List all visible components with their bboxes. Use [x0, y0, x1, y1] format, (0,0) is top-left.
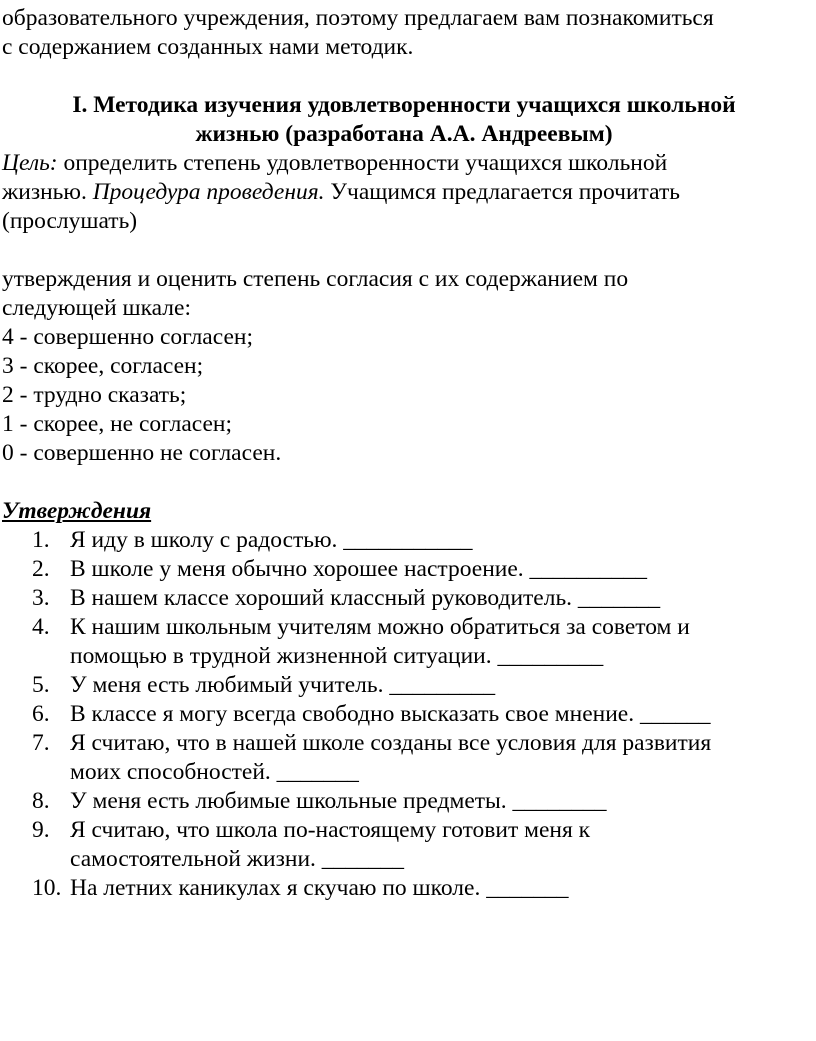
goal-text-1: определить степень удовлетворенности учащихся школьной	[57, 150, 668, 176]
instruction-paragraph	[2, 265, 806, 323]
method-heading	[2, 91, 806, 149]
statement-item	[2, 729, 806, 787]
statement-text: К нашим школьным учителям можно обратиться за советом и	[70, 614, 690, 640]
intro-line-1: образовательного учреждения, поэтому предлагаем вам познакомиться	[2, 5, 714, 31]
statement-text: У меня есть любимый учитель. _________	[70, 672, 496, 698]
statement-text: Я иду в школу с радостью. ___________	[70, 527, 473, 553]
scale-item-1: 1 - скорее, не согласен;	[2, 411, 233, 437]
statement-text: У меня есть любимые школьные предметы. ________	[70, 788, 607, 814]
statement-item	[2, 613, 806, 671]
procedure-label: Процедура проведения.	[92, 179, 325, 205]
statement-text: помощью в трудной жизненной ситуации. _________	[70, 643, 604, 669]
statement-item	[2, 555, 806, 584]
statement-item	[2, 874, 806, 903]
statements-list	[2, 526, 806, 903]
statement-item	[2, 816, 806, 874]
statement-text: В нашем классе хороший классный руководитель. _______	[70, 585, 661, 611]
statement-text: В школе у меня обычно хорошее настроение. __________	[70, 556, 648, 582]
statement-number: 6.	[32, 701, 50, 727]
statement-text: Я считаю, что в нашей школе созданы все условия для развития	[70, 730, 712, 756]
statement-number: 4.	[32, 614, 50, 640]
statement-number: 5.	[32, 672, 50, 698]
statement-item	[2, 700, 806, 729]
goal-text-2: жизнью.	[2, 179, 93, 205]
statement-item	[2, 584, 806, 613]
heading-line-1: I. Методика изучения удовлетворенности учащихся школьной	[72, 92, 736, 118]
heading-line-2: жизнью (разработана А.А. Андреевым)	[195, 121, 613, 147]
scale-list	[2, 323, 806, 468]
statement-text: В классе я могу всегда свободно высказать свое мнение. ______	[70, 701, 711, 727]
statement-number: 3.	[32, 585, 50, 611]
statement-text: На летних каникулах я скучаю по школе. _______	[70, 875, 569, 901]
statement-number: 1.	[32, 527, 50, 553]
statement-number: 2.	[32, 556, 50, 582]
instruction-line-2: следующей шкале:	[2, 295, 191, 321]
goal-paragraph	[2, 149, 806, 236]
statement-number: 7.	[32, 730, 50, 756]
statement-item	[2, 526, 806, 555]
instruction-line-1: утверждения и оценить степень согласия с их содержанием по	[2, 266, 629, 292]
statement-number: 10.	[32, 875, 62, 901]
statement-item	[2, 671, 806, 700]
scale-item-4: 4 - совершенно согласен;	[2, 324, 253, 350]
scale-item-2: 2 - трудно сказать;	[2, 382, 187, 408]
statement-item	[2, 787, 806, 816]
procedure-text-2: (прослушать)	[2, 208, 138, 234]
statements-title: Утверждения	[2, 498, 152, 524]
statement-text: Я считаю, что школа по-настоящему готовит меня к	[70, 817, 591, 843]
statement-text: самостоятельной жизни. _______	[70, 846, 405, 872]
scale-item-3: 3 - скорее, согласен;	[2, 353, 204, 379]
blank-line	[2, 236, 806, 265]
statement-number: 8.	[32, 788, 50, 814]
statement-number: 9.	[32, 817, 50, 843]
goal-label: Цель:	[2, 150, 58, 176]
intro-line-2: с содержанием созданных нами методик.	[2, 34, 414, 60]
scale-item-0: 0 - совершенно не согласен.	[2, 440, 282, 466]
intro-paragraph	[2, 4, 806, 62]
procedure-text-1: Учащимся предлагается прочитать	[324, 179, 680, 205]
statement-text: моих способностей. _______	[70, 759, 359, 785]
